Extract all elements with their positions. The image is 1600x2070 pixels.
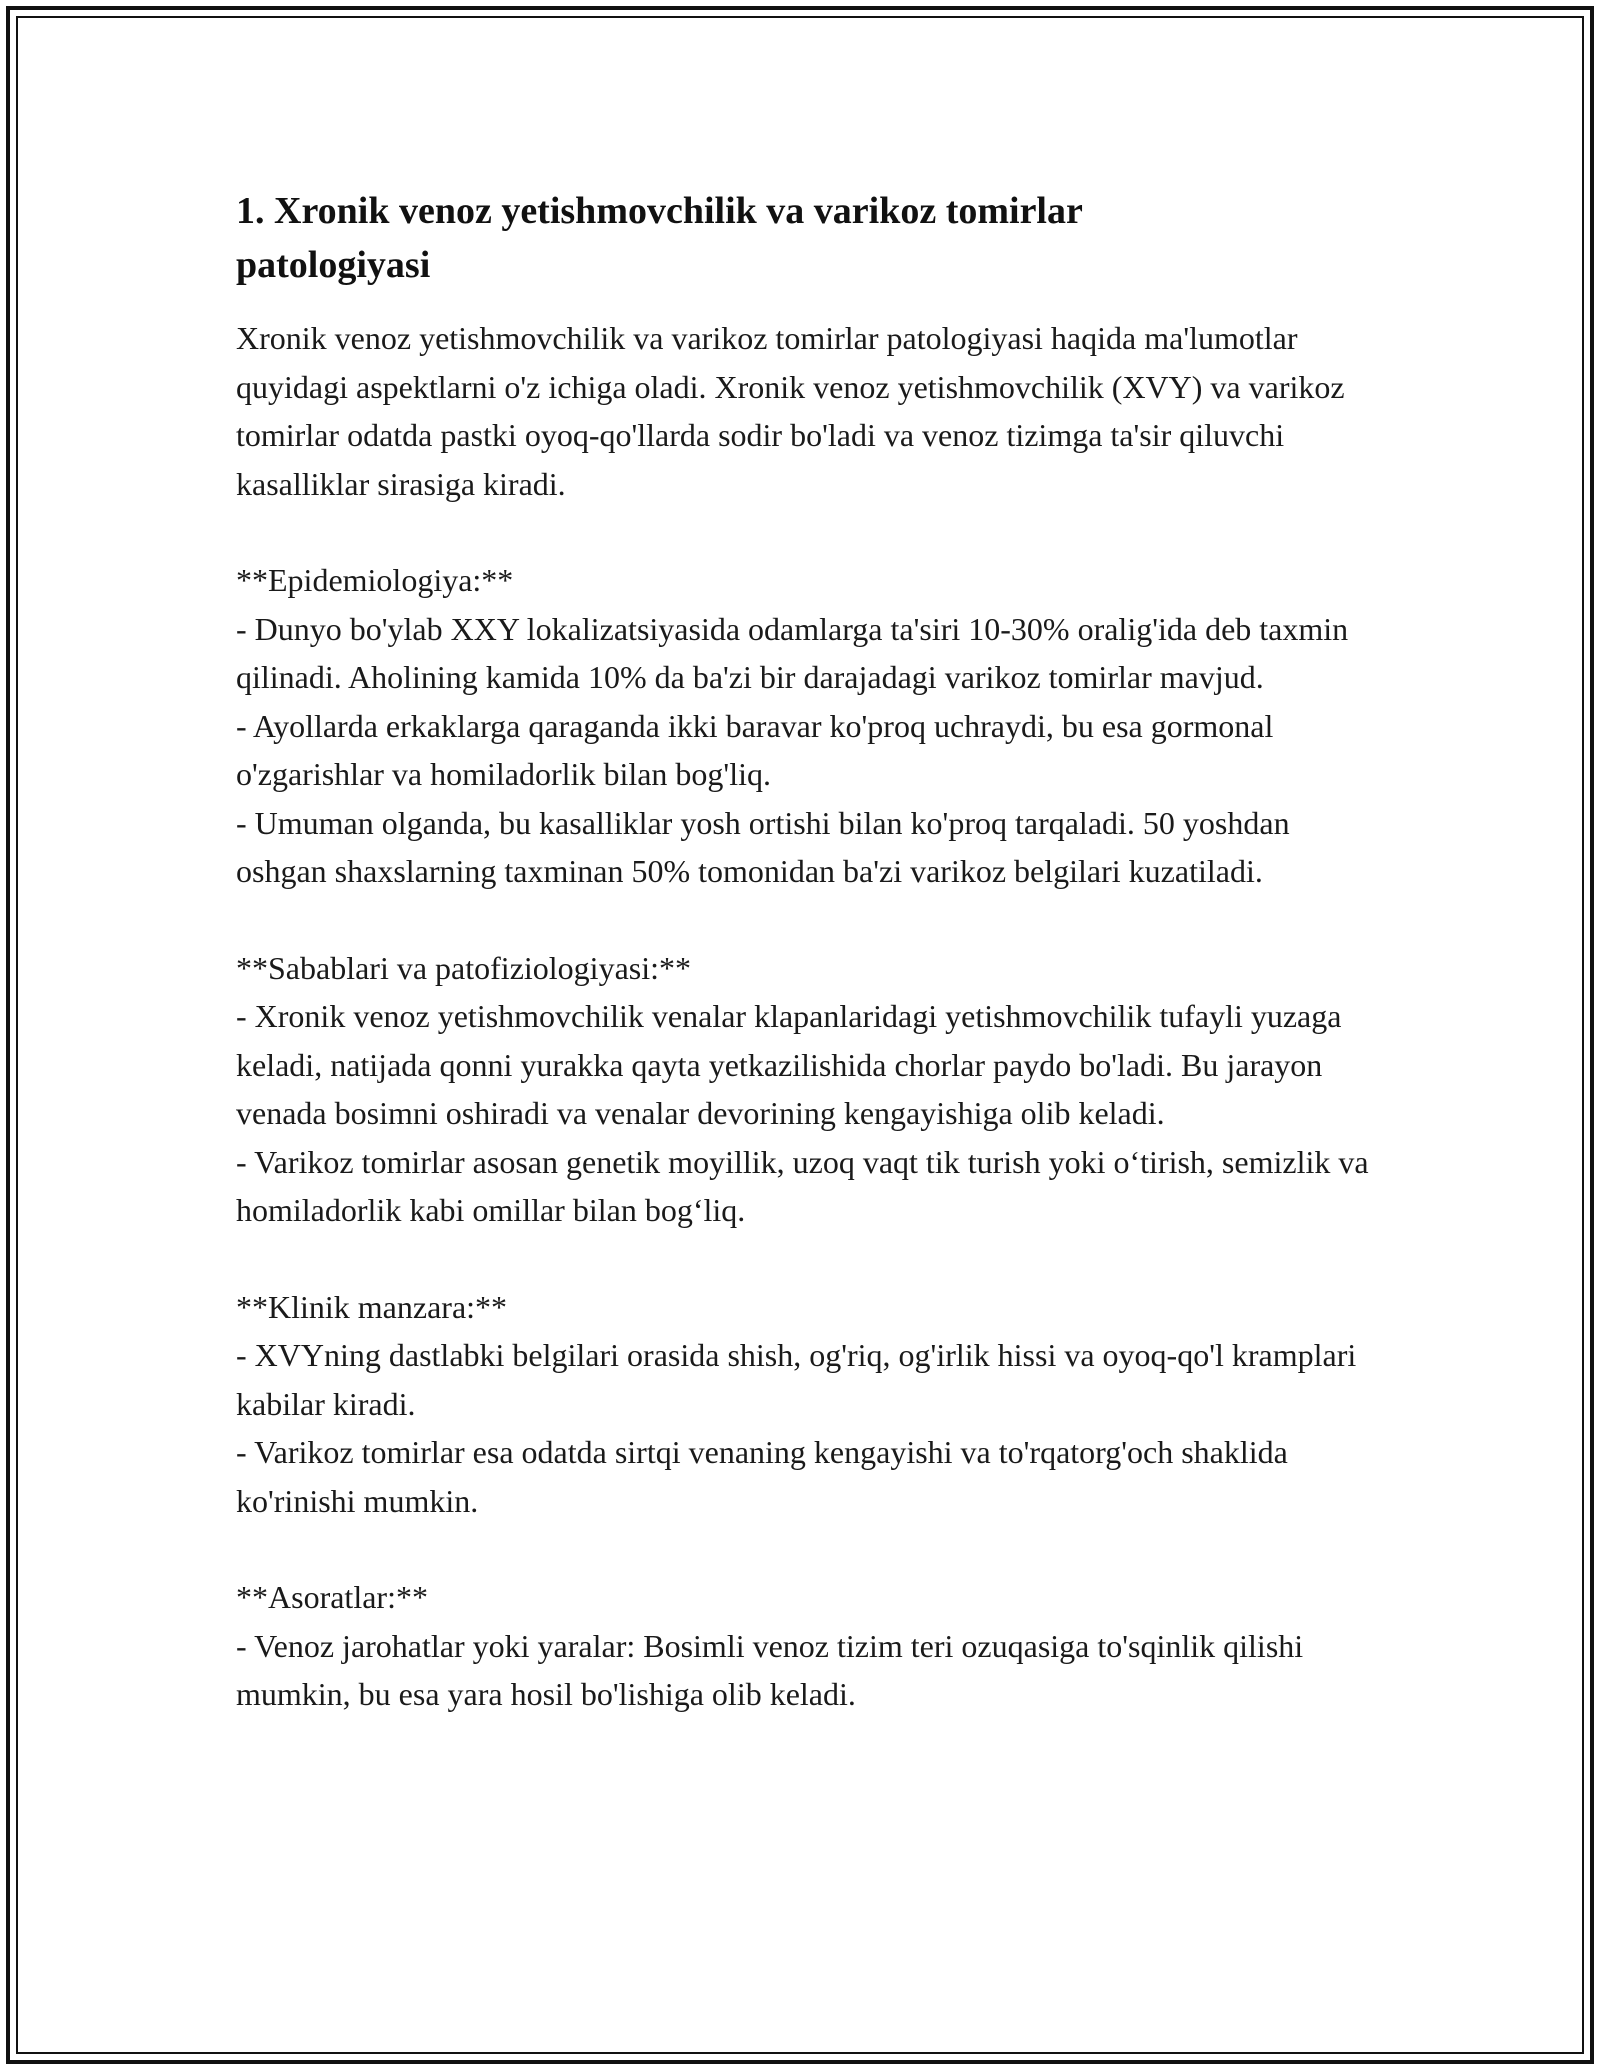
section-clinical-picture [236,1283,1386,1526]
section-title: **Epidemiologiya:** [236,562,514,598]
heading-line-2: patologiyasi [236,244,431,286]
section-title: **Klinik manzara:** [236,1288,508,1325]
section-complications [236,1573,1386,1719]
list-item: - Venoz jarohatlar yoki yaralar: Bosimli venoz tizim teri ozuqasiga to'sqinlik qilishi mumkin, bu esa yara hosil bo'lishiga olib keladi. [236,1627,1304,1712]
section-causes-pathophysiology [236,944,1386,1235]
list-item: - Xronik venoz yetishmovchilik venalar klapanlaridagi yetishmovchilik tufayli yuzaga keladi, natijada qonni yurakka qayta yetkazilishida chorlar paydo bo'ladi. Bu jarayon venada bosimni oshiradi va venalar devorining kengayishiga olib keladi. [236,998,1342,1131]
list-item: - Varikoz tomirlar asosan genetik moyillik, uzoq vaqt tik turish yoki o‘tirish, semizlik va homiladorlik kabi omillar bilan bog‘liq. [236,1143,1369,1228]
intro-paragraph: Xronik venoz yetishmovchilik va varikoz tomirlar patologiyasi haqida ma'lumotlar quyidagi aspektlarni o'z ichiga oladi. Xronik venoz yetishmovchilik (XVY) va varikoz tomirlar odatda pastki oyoq-qo'llarda sodir bo'ladi va venoz tizimga ta'sir qiluvchi kasalliklar sirasiga kiradi. [236,320,1345,502]
section-title: **Sabablari va patofiziologiyasi:** [236,949,691,986]
list-item: - Ayollarda erkaklarga qaraganda ikki baravar ko'proq uchraydi, bu esa gormonal o'zgarishlar va homiladorlik bilan bog'liq. [236,707,1274,792]
list-item: - Varikoz tomirlar esa odatda sirtqi venaning kengayishi va to'rqatorg'och shaklida ko'rinishi mumkin. [236,1434,1288,1519]
list-item: - Dunyo bo'ylab XXY lokalizatsiyasida odamlarga ta'siri 10-30% oralig'ida deb taxmin qilinadi. Aholining kamida 10% da ba'zi bir darajadagi varikoz tomirlar mavjud. [236,610,1349,695]
document-content [236,184,1386,1719]
heading-line-1: 1. Xronik venoz yetishmovchilik va varikoz tomirlar [236,190,1083,232]
section-epidemiology [236,556,1386,896]
list-item: - Umuman olganda, bu kasalliklar yosh ortishi bilan ko'proq tarqaladi. 50 yoshdan oshgan shaxslarning taxminan 50% tomonidan ba'zi varikoz belgilari kuzatiladi. [236,804,1290,889]
section-title: **Asoratlar:** [236,1579,428,1615]
document-heading [236,184,1386,292]
list-item: - XVYning dastlabki belgilari orasida shish, og'riq, og'irlik hissi va oyoq-qo'l kramplari kabilar kiradi. [236,1337,1357,1422]
